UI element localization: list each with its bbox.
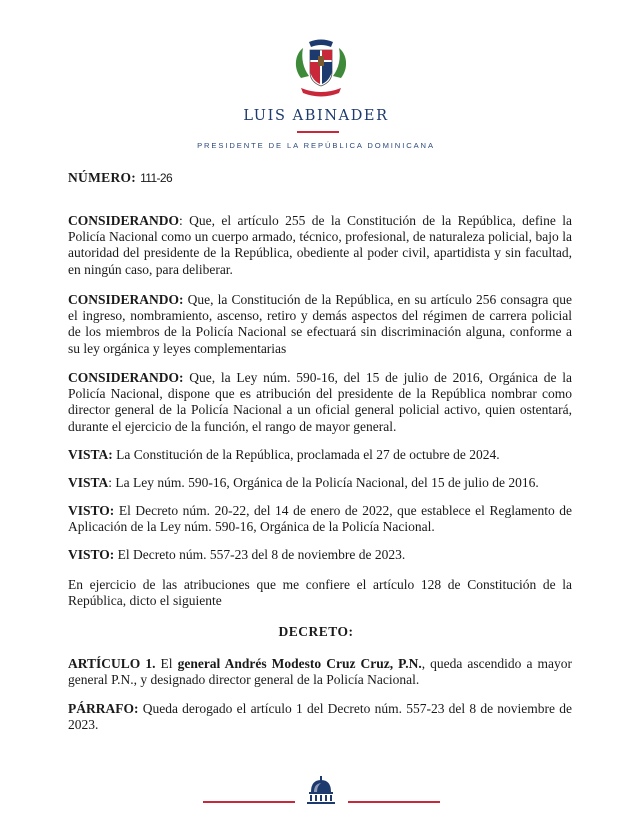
paragraph-text: : La Ley núm. 590-16, Orgánica de la Policía Nacional, del 15 de julio de 2016. — [108, 475, 539, 490]
paragraph-text: En ejercicio de las atribuciones que me confiere el artículo 128 de Constitución de la República, dicto el siguiente — [68, 577, 572, 609]
ejercicio-paragraph — [68, 577, 572, 609]
vista-1 — [68, 447, 572, 463]
footer-rule-right — [348, 801, 440, 803]
decree-number-value: 111-26 — [140, 171, 173, 185]
paragraph-lead: VISTO: — [68, 503, 115, 518]
considerando-1 — [68, 213, 572, 278]
decree-number-label: NÚMERO: — [68, 170, 137, 185]
article-post: , queda ascendido a mayor general P.N., y designado director general de la Policía Nacional. — [68, 656, 572, 688]
decree-number — [68, 170, 172, 186]
considerando-2 — [68, 292, 572, 357]
decree-title: DECRETO: — [278, 624, 354, 639]
header-divider — [297, 131, 339, 133]
visto-1 — [68, 503, 572, 535]
paragraph-text: : Que, el artículo 255 de la Constitución de la República, define la Policía Nacional como un cuerpo armado, técnico, profesional, de naturaleza policial, bajo la autoridad del presidente de la República, obediente al poder civil, apartidista y sin facultad, en ningún caso, para deliberar. — [68, 213, 572, 277]
article-lead: ARTÍCULO 1. — [68, 656, 156, 671]
paragraph-note-lead: PÁRRAFO: — [68, 701, 139, 716]
paragraph-text: El Decreto núm. 557-23 del 8 de noviembre de 2023. — [114, 547, 406, 562]
paragraph-text: El Decreto núm. 20-22, del 14 de enero de 2022, que establece el Reglamento de Aplicación de la Ley núm. 590-16, Orgánica de la Policía Nacional. — [68, 503, 572, 535]
paragraph-text: Que, la Constitución de la República, en su artículo 256 consagra que el ingreso, nombramiento, ascenso, retiro y demás aspectos del régimen de carrera policial de los miembros de la Policía Nacional se efectuará sin discriminación alguna, conforme a su ley orgánica y leyes complementarias — [68, 292, 572, 356]
considerando-3 — [68, 370, 572, 435]
header-subtitle: PRESIDENTE DE LA REPÚBLICA DOMINICANA — [197, 141, 435, 150]
paragraph-lead: VISTA: — [68, 447, 113, 462]
paragraph-text: La Constitución de la República, proclamada el 27 de octubre de 2024. — [112, 447, 500, 462]
paragraph-lead: VISTO: — [68, 547, 115, 562]
paragraph-text: Que, la Ley núm. 590-16, del 15 de julio de 2016, Orgánica de la Policía Nacional, dispone que es atribución del presidente de la República nombrar como director general de la Policía Nacional a un oficial general policial activo, quien ostentará, durante el ejercicio de la función, el rango de mayor general. — [68, 370, 572, 434]
paragraph-note-text: Queda derogado el artículo 1 del Decreto núm. 557-23 del 8 de noviembre de 2023. — [68, 701, 572, 733]
paragraph-lead: VISTA — [68, 475, 109, 490]
paragraph-lead: CONSIDERANDO: — [68, 292, 184, 307]
visto-2 — [68, 547, 572, 563]
paragraph-lead: CONSIDERANDO: — [68, 370, 184, 385]
article-pre: El — [155, 656, 178, 671]
article-1 — [68, 656, 572, 688]
article-officer-name: general Andrés Modesto Cruz Cruz, P.N. — [177, 656, 422, 671]
paragraph-lead: CONSIDERANDO — [68, 213, 180, 228]
footer-rule-left — [203, 801, 295, 803]
vista-2 — [68, 475, 572, 491]
coat-of-arms-icon — [291, 38, 351, 100]
paragraph-note — [68, 701, 572, 733]
palace-dome-icon — [303, 776, 339, 806]
header-name: LUIS ABINADER — [243, 108, 389, 124]
